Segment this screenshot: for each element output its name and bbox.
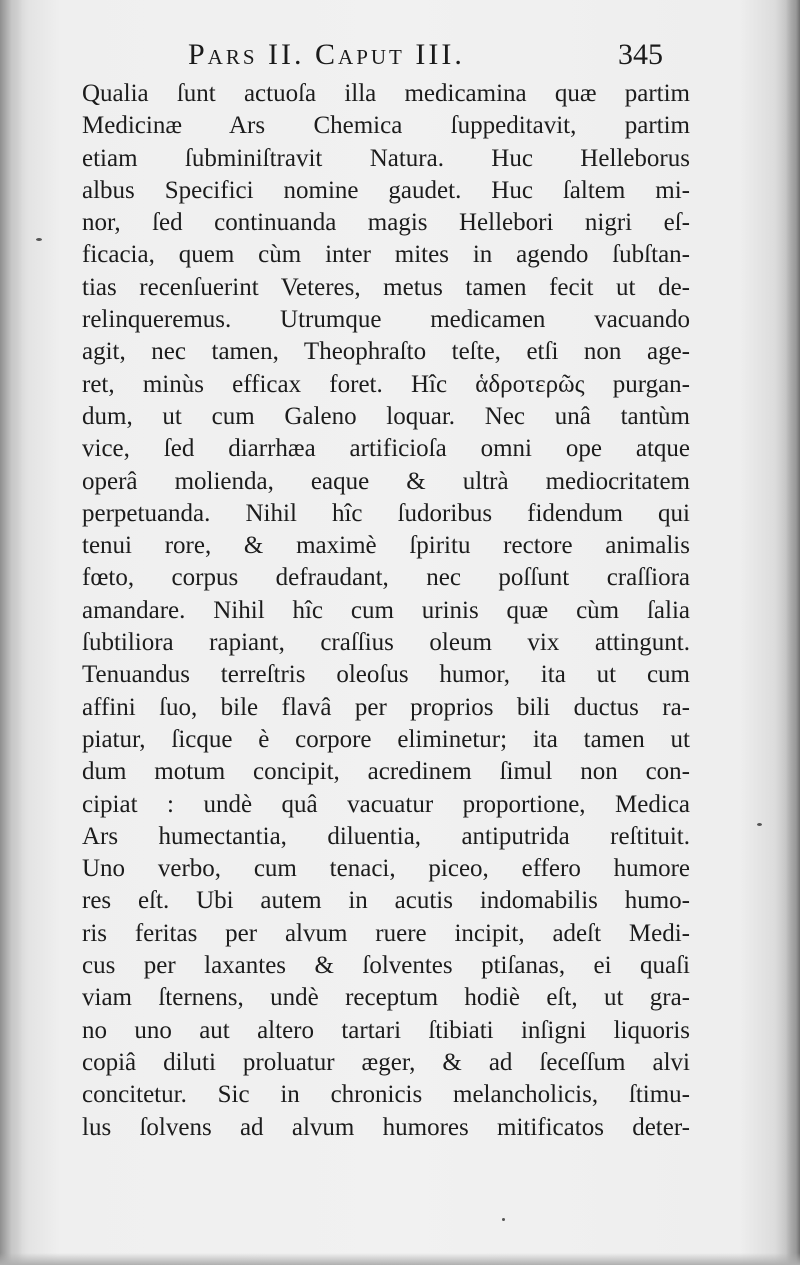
text-line: viam ſternens, undè receptum hodiè eſt, ut gra- — [82, 984, 690, 1012]
text-line: perpetuanda. Nihil hîc ſudoribus fidendum qui — [82, 499, 690, 527]
text-line: cipiat : undè quâ vacuatur proportione, Medica — [82, 790, 690, 818]
page-header — [188, 38, 688, 78]
text-line: albus Specifici nomine gaudet. Huc ſaltem mi- — [82, 176, 690, 204]
page-edge-shadow — [786, 0, 800, 1265]
text-line: Qualia ſunt actuoſa illa medicamina quæ partim — [82, 80, 690, 107]
text-line: ris feritas per alvum ruere incipit, adeſt Medi- — [82, 919, 690, 947]
text-line: piatur, ſicque è corpore eliminetur; ita tamen ut — [82, 725, 690, 753]
text-line: relinqueremus. Utrumque medicamen vacuando — [82, 306, 690, 334]
text-line: amandare. Nihil hîc cum urinis quæ cùm ſalia — [82, 596, 690, 624]
text-line: copiâ diluti proluatur æger, & ad ſeceſſum alvi — [82, 1048, 690, 1076]
ink-speck — [502, 1218, 505, 1221]
text-line: Uno verbo, cum tenaci, piceo, effero humore — [82, 855, 690, 883]
text-line: etiam ſubminiſtravit Natura. Huc Helleborus — [82, 144, 690, 172]
text-line: vice, ſed diarrhæa artificioſa omni ope atque — [82, 435, 690, 463]
bottom-edge-shadow — [0, 1253, 800, 1265]
text-line: ſubtiliora rapiant, craſſius oleum vix attingunt. — [82, 629, 690, 657]
ink-speck — [757, 823, 762, 826]
text-line: Tenuandus terreſtris oleoſus humor, ita ut cum — [82, 661, 690, 689]
text-line: tenui rore, & maximè ſpiritu rectore animalis — [82, 532, 690, 560]
text-line: agit, nec tamen, Theophraſto teſte, etſi non age- — [82, 338, 690, 366]
text-line: no uno aut altero tartari ſtibiati inſigni liquoris — [82, 1016, 690, 1044]
text-line: tias recenſuerint Veteres, metus tamen fecit ut de- — [82, 273, 690, 301]
text-line: fœto, corpus defraudant, nec poſſunt craſſiora — [82, 564, 690, 592]
text-line: affini ſuo, bile flavâ per proprios bili ductus ra- — [82, 693, 690, 721]
ink-speck — [36, 238, 42, 241]
running-title: Pars II. Caput III. — [188, 38, 465, 71]
text-line: operâ molienda, eaque & ultrà mediocritatem — [82, 467, 690, 495]
text-line: res eſt. Ubi autem in acutis indomabilis humo- — [82, 887, 690, 915]
binding-shadow — [0, 0, 22, 1265]
text-line: dum motum concipit, acredinem ſimul non con- — [82, 758, 690, 786]
text-line: concitetur. Sic in chronicis melancholicis, ſtimu- — [82, 1081, 690, 1109]
text-line: ficacia, quem cùm inter mites in agendo ſubſtan- — [82, 241, 690, 269]
text-line: cus per laxantes & ſolventes ptiſanas, ei quaſi — [82, 952, 690, 980]
text-line: lus ſolvens ad alvum humores mitificatos deter- — [82, 1113, 690, 1141]
body-text — [82, 78, 690, 1144]
text-line: Medicinæ Ars Chemica ſuppeditavit, partim — [82, 112, 690, 140]
page-number: 345 — [618, 38, 663, 71]
text-line: ret, minùs efficax foret. Hîc ἁδροτερῶς purgan- — [82, 370, 690, 398]
text-line: nor, ſed continuanda magis Hellebori nigri eſ- — [82, 209, 690, 237]
text-line: dum, ut cum Galeno loquar. Nec unâ tantùm — [82, 402, 690, 430]
text-line: Ars humectantia, diluentia, antiputrida reſtituit. — [82, 822, 690, 850]
